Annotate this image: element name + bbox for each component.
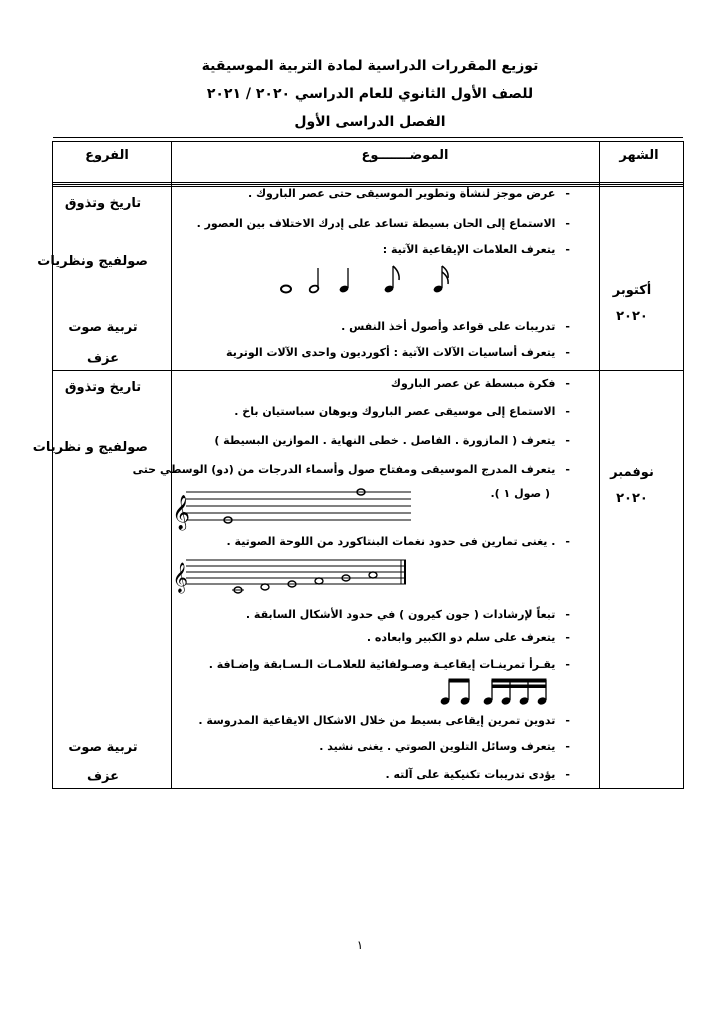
branch-voice: تربية صوت	[68, 320, 138, 335]
list-item: -الاستماع إلى الحان بسيطة تساعد على إدرك الاختلاف بين العصور .	[196, 217, 570, 230]
list-item: -. يغنى تمارين فى حدود نغمات البنتاكورد من اللوحة الصوتية .	[226, 535, 570, 548]
staff-pentachord-notes	[172, 556, 411, 596]
staff-treble-clef-notes	[172, 482, 416, 530]
branch-voice: تربية صوت	[68, 740, 138, 755]
branch-history: تاريخ وتذوق	[64, 380, 142, 395]
list-item: -يؤدى تدريبات تكنيكية على آلته .	[385, 768, 570, 781]
list-item: -يتعرف ( المازورة . الفاصل . خطى النهاية . الموازين البسيطة )	[214, 434, 570, 447]
list-item: -فكرة مبسطة عن عصر الباروك	[390, 377, 570, 390]
rhythm-notes-icon	[276, 262, 456, 296]
svg-text:𝄞: 𝄞	[172, 495, 190, 530]
month-november	[592, 460, 672, 512]
row-divider	[53, 370, 683, 371]
month-name: نوفمبر	[610, 465, 654, 480]
list-item: -تبعاً لإرشادات ( جون كيرون ) في حدود الأشكال السابقة .	[245, 608, 570, 621]
list-item: -يتعرف على سلم دو الكبير وابعاده .	[366, 631, 570, 644]
list-item: -يقـرأ تمرينـات إيقاعيـة وصـولفائية للعلامـات الـسـابقة وإضـافة .	[208, 658, 570, 671]
column-header-branches: الفروع	[85, 148, 129, 163]
list-item: -تدوين تمرين إيقاعى بسيط من خلال الاشكال الايقاعية المدروسة .	[198, 714, 570, 727]
branch-history: تاريخ وتذوق	[64, 196, 142, 211]
column-header-month: الشهر	[619, 148, 659, 163]
list-item-continuation: ( صول ١ ).	[490, 487, 550, 500]
list-item: -يتعرف أساسيات الآلات الآتية : أكورديون واحدى الآلات الوترية	[226, 346, 570, 359]
list-item: -يتعرف المدرج الموسيقى ومفتاح صول وأسماء الدرجات من (دو) الوسطي حتى	[132, 463, 570, 476]
list-item: -عرض موجز لنشأة وتطوير الموسيقى حتى عصر الباروك .	[247, 187, 570, 200]
page-number: ١	[356, 938, 364, 952]
list-item: -الاستماع إلى موسيقى عصر الباروك ويوهان سباستيان باخ .	[234, 405, 570, 418]
column-header-topic: الموضـــــــوع	[361, 148, 449, 163]
document-subtitle: للصف الأول الثانوي للعام الدراسي ٢٠٢٠ / ٢٠٢١	[206, 86, 534, 102]
eighth-notes-icon	[440, 676, 550, 706]
branch-instrument: عزف	[86, 351, 120, 366]
month-name: أكتوبر	[612, 283, 652, 298]
svg-text:𝄞: 𝄞	[172, 563, 188, 593]
list-item: -تدريبات على قواعد وأصول أخذ النفس .	[341, 320, 570, 333]
term-title: الفصل الدراسى الأول	[294, 114, 446, 130]
table-top-border	[53, 137, 683, 142]
list-item: -يتعرف العلامات الإيقاعية الآتية :	[382, 243, 570, 256]
branch-solfege: صولفيج ونظريات	[37, 254, 148, 269]
branch-instrument: عزف	[86, 769, 120, 784]
month-october	[592, 278, 672, 330]
branch-solfege: صولفيج و نظريات	[32, 440, 148, 455]
document-title: توزيع المقررات الدراسية لمادة التربية الموسيقية	[201, 58, 539, 74]
month-year: ٢٠٢٠	[616, 491, 648, 506]
list-item: -يتعرف وسائل التلوين الصوتي . يغنى نشيد .	[319, 740, 570, 753]
month-year: ٢٠٢٠	[616, 309, 648, 324]
